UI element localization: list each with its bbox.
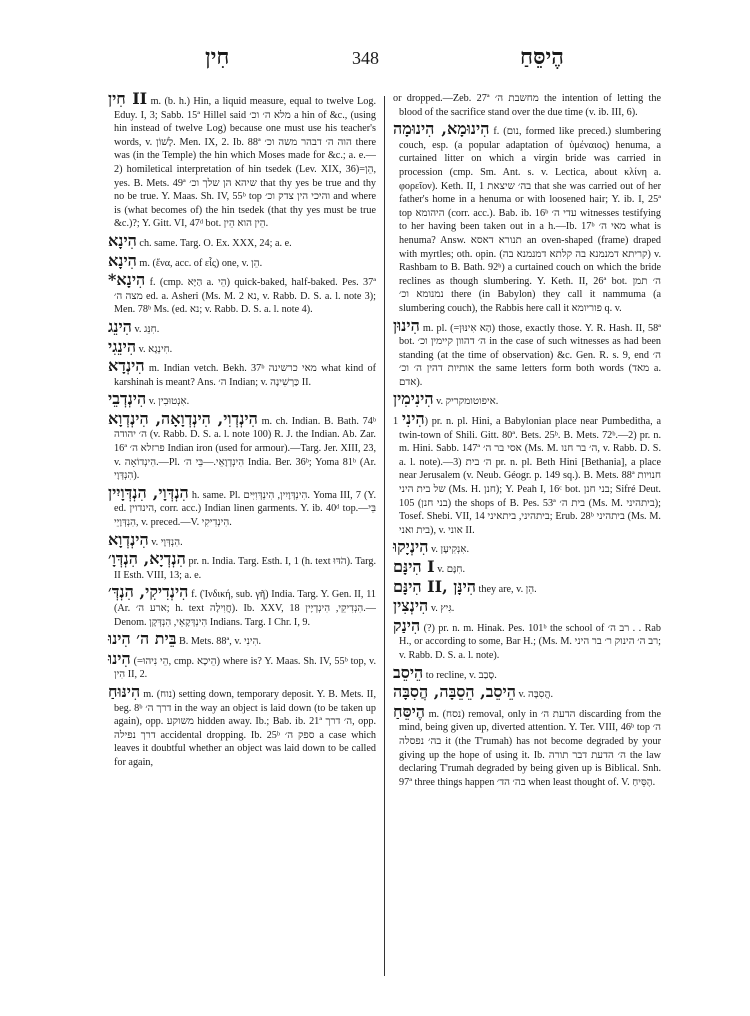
entry-headword: הִנְדְיָא, הִנְדְּוָ׳ — [108, 549, 186, 569]
dictionary-entry — [393, 409, 661, 537]
header-left-guideword: חִין — [205, 44, 230, 69]
entry-definition: f. (Ἰνδική, sub. γῆ) India. Targ. Y. Gen. II, 11 (Ar. ארע ה׳; h. text חֲוִילָה). Ib. XXV, 18 הִנְדִיקֵי, הִינְדְיָין.—Denom. הִינְדְּקָאֵי, הִנְדְּקָן Indians. Targ. I Chr. I, 9. — [114, 589, 377, 628]
entry-definition: they are, v. הֵן. — [478, 583, 537, 595]
dictionary-entry — [108, 582, 377, 629]
dictionary-entry — [393, 389, 661, 409]
dictionary-entry — [393, 315, 661, 390]
entry-headword: הִינָּם II, הִינָּן — [393, 576, 476, 596]
entry-headword: הִינְדָא — [108, 356, 145, 376]
entry-definition: h. same. Pl. הִינְדְּוָיִין, הִינְדְּוִיִּים. Yoma III, 7 (Y. ed. הינדוין, corr. acc.) Indian linen garments. Y. ib. 40ᵈ top.—בֵּי הִנְדְּוָיֵי, v. preced.—V. הִינְדִיקִי. — [114, 489, 377, 529]
entry-headword: חִין II — [108, 89, 148, 108]
dictionary-entry — [393, 596, 661, 616]
entry-headword: הֶיסֵּחַ — [393, 701, 425, 721]
dictionary-entry — [393, 119, 662, 315]
entry-definition: v. חִנָּם. — [437, 564, 465, 575]
entry-headword: הִינּוּחַ — [108, 681, 141, 701]
dictionary-entry — [108, 336, 376, 357]
entry-headword: בֵּית ה׳ הִינוּ — [108, 629, 177, 649]
entry-headword: הִינְדִיקִי, הִנְדְּ׳ — [108, 582, 189, 602]
dictionary-entry — [108, 648, 377, 682]
entry-definition: (=הֵי נִיהוּ, cmp. הֵיכָא) where is? Y. Maas. Sh. IV, 55ᵇ top, v. הִין II, 2. — [114, 655, 377, 681]
entry-definition: m. (b. h.) Hin, a liquid measure, equal to twelve Log. Eduy. I, 3; Sabb. 15ª Hillel said מלא ה׳ וכ׳ a hin of &c., (using hin instead of twelve Log) because one must use his teacher's words, v. לָשׁוֹן. Men. IX, 2. Ib. 88ª הוה ה׳ דבהר משה וכ׳ there was (in the Temple) the hin which Moses made for &c.; a. e.—2) homiletical interpretation of hin tsedek (Lev. XIX, 36)=הֵן, yes. B. Mets. 49ª שיהא הן שלך וכ׳ that thy yes be true and thy no be true. Y. Maas. Sh. IV, 55ᵇ top והיכי הין צדק וכ׳ and where is (what becomes of) the hin tsedek (that thy yes must be true &c.)?; Y. Gitt. VI, 47ᵈ bot. הֵין הוא הֵין. — [114, 96, 377, 230]
entry-definition: m. (נסח) removal, only in הדעת ה׳ discarding from the mind, being given up, diverted attention. Y. Ter. VIII, 46ᵇ top ה׳ בה׳ נפסלה it (the T'rumah) has not become degraded by your giving up the hope of using it. Ib. ה׳ הדעת דבר תורה the law declaring T'rumah degraded by being given up is Biblical. Snh. 97ª three things happen בה׳ הד׳ when least thought of. V. הֶסֵּיחַ. — [399, 708, 662, 788]
entry-headword: הִינְדְוִי, הִינְדְוָאָה, הִינְדְוָא — [108, 408, 258, 428]
dictionary-entry — [108, 629, 376, 649]
dictionary-entry — [108, 482, 377, 530]
entry-definition: v. חִינְגָא. — [138, 343, 173, 355]
dictionary-entry — [393, 615, 662, 663]
entry-headword: הִינְדְבֵי — [108, 389, 147, 409]
dictionary-entry — [108, 529, 376, 550]
entry-headword: הִינְדְוָא — [108, 529, 149, 549]
entry-definition: v. איפוטומקריק. — [436, 396, 499, 408]
entry-definition: v. הֲסִבָּה. — [518, 689, 553, 701]
right-column — [393, 92, 661, 792]
dictionary-entry — [108, 270, 377, 317]
entry-headword: הֵיסֵב — [393, 662, 424, 682]
page-header — [0, 44, 750, 74]
entry-definition: m. Indian vetch. Bekh. 37ᵇ מאי כרשינה what kind of karshinah is meant? Ans. ה׳ Indian; v. כַּרְשִׁינָה II. — [114, 363, 377, 388]
dictionary-entry — [393, 92, 661, 119]
entry-definition: v. הִנְדְּוָי. — [151, 536, 183, 548]
page-number: 348 — [352, 48, 379, 68]
entry-definition: v. אִנְקִיעָן. — [431, 544, 469, 556]
entry-headword: הִינוּמָא, הִינוּמָה — [393, 119, 490, 139]
entry-definition: pr. n. India. Targ. Esth. I, 1 (h. text הֹדּוּ). Targ. II Esth. VIII, 13; a. e. — [114, 556, 376, 581]
entry-headword: הִנְדְּוָי, הִנְדְּוָיִין — [108, 482, 189, 502]
entry-headword: הִינַק — [393, 615, 421, 635]
entry-headword: הִינְצִין — [393, 596, 429, 616]
header-right-guideword: הֶיסֵּחַ — [520, 44, 564, 69]
entry-headword: הִינְיָקוּ — [393, 537, 429, 557]
entry-definition: m. pl. (=הָא אִינּוּן) those, exactly those. Y. R. Hash. II, 58ª bot. ה׳ דהוון קיימין וכ׳ in the case of such witnesses as had been standing (at the time of observation) &c. Gen. R. s. 9, end ה׳ אותיות דהין ה׳ וכ׳ the same letters form both words (מאד a. אדם). — [399, 322, 661, 388]
entry-definition: m. (נוח) setting down, temporary deposit. Y. B. Mets. II, beg. 8ᵇ דרך ה׳ in the way an object is laid down (to be taken up again), opp. משוקע hidden away. Ib.; Bab. ib. 21ª ה׳ דרך, opp. דרך נפילה accidental dropping. Ib. 25ᵇ ספק ה׳ a case which leaves it doubtful whether an object was laid down to be called for again, — [114, 688, 377, 768]
entry-headword: הִינִימִין — [393, 389, 434, 409]
entry-definition: 1) pr. n. pl. Hini, a Babylonian place near Pumbeditha, a twin-town of Shili. Gitt. 80ª. Bets. 25ᵇ. B. Mets. 72ᵇ.—2) pr. n. m. Hini. Sabb. 147ª אסי בר ה׳ (Ms. M. ה׳ בר חנו, v. Rabb. D. S. a. l. note).—3) ה׳ בית pr. n. pl. Beth Hini [Bethania], a place near Jerusalem (v. Neub. Géogr. p. 149 sq.). B. Mets. 88ª חנויות של בית היני (Ms. H. חנן); Y. Peah I, 16ᶜ bot. בני חנן; Sifré Deut. 105 (בני חנן) the shops of B. Pes. 53ª בית ה׳ (Ms. M. ביתהיני); Tosef. Shebi. VII, 14 ביתהיני, ביתאיני; Erub. 28ᵇ ביתהיני (Ms. M. בית ואני), v. אוני II. — [393, 416, 661, 536]
dictionary-entry — [108, 89, 377, 231]
entry-definition: (?) pr. n. m. Hinak. Pes. 101ᵇ the school of רב ה׳ . . Rab H., or according to some, Bar H.; (Ms. M. רב ה׳ הינוק ר׳ בר היני; v. Rabb. D. S. a. l. note). — [399, 622, 662, 661]
dictionary-entry — [393, 537, 661, 557]
entry-definition: m. ch. Indian. B. Bath. 74ᵇ ה׳ יהודה (v. Rabb. D. S. a. l. note 100) R. J. the Indian. Ab. Zar. 16ª פרזלא ה׳ Indian iron (used for armour).—Targ. Jer. XIII, 23, v. הִינְדוֹאָה.—Pl. הִינְדְוָאֵי.—בֵּי ה׳ India. Ber. 36ᵇ; Yoma 81ᵇ (Ar. הִנְדְּוָי). — [114, 415, 376, 482]
dictionary-entry — [108, 408, 376, 483]
dictionary-entry — [108, 549, 376, 582]
entry-definition: to recline, v. סָבַב. — [425, 669, 497, 681]
dictionary-entry — [393, 557, 661, 577]
entry-headword: הֵיסֵב, הֵסֵבָּה, הֲסִבָּה — [393, 682, 516, 702]
entry-headword: הִינֵג — [108, 316, 132, 336]
dictionary-entry — [393, 576, 661, 597]
column-divider — [384, 96, 385, 976]
entry-definition: m. (ἕνα, acc. of εἷς) one, v. הֵן. — [139, 257, 263, 269]
entry-definition: ch. same. Targ. O. Ex. XXX, 24; a. e. — [139, 237, 292, 249]
entry-definition: v. גִּיץ. — [430, 603, 455, 615]
entry-headword: הִינָא — [108, 230, 137, 250]
entry-definition: B. Mets. 88ª, v. הִינִי. — [178, 636, 261, 648]
dictionary-entry — [393, 701, 662, 790]
dictionary-entry — [108, 389, 376, 409]
entry-headword: הִינֵגִי — [108, 336, 137, 356]
entry-headword: הִינִי — [401, 409, 425, 429]
dictionary-entry — [393, 662, 661, 683]
entry-definition: v. חִנֵּג. — [134, 323, 160, 335]
entry-headword: *הִינָא — [108, 270, 146, 290]
dictionary-entry — [108, 681, 377, 770]
entry-definition: f. (נום, formed like preced.) slumbering couch, esp. (a popular adaptation of ὑμέναιος) henuma, a curtained litter on which a virgin bride was carried in procession (cmp. Sm. Ant. s. v. Lectica, about κλίνη a. φορεῖον). Keth. II, 1 בה׳ שיצאת that she was carried out of her father's home in a henuma or with loosened hair; Y. ib. I, 25ª top היהומא (corr. acc.). Bab. ib. 16ᵇ עדי ה׳ witnesses testifying to her having been taken out in a h.—Ib. 17ᵇ מאי ה׳ what is henuma? Answ. תנורא דאסא an oven-shaped (frame) draped with myrtles; oth. opin. (קריתא דמנמנא בה קלתא דמנמנא בה) v. Rashbam to B. Bath. 92ᵇ) a curtained couch on which the bride reclines as though slumbering. Y. Keth. II, 26ª bot. ה׳ תמן נמנומא וכ׳ there (in Babylon) they call it nammuma (a slumbering couch), the Rabbis here call it פוריומא q. v. — [399, 126, 662, 314]
entry-definition: or dropped.—Zeb. 27ª מחשבת ה׳ the intention of letting the blood of the sacrifice stand over the due time (v. ib. III, 6). — [393, 93, 661, 118]
left-column — [108, 89, 377, 773]
entry-headword: הִינָא — [108, 250, 137, 270]
dictionary-entry — [108, 250, 376, 271]
entry-headword: הִינוּ — [108, 648, 131, 668]
dictionary-entry — [108, 230, 376, 251]
dictionary-entry — [393, 682, 661, 702]
dictionary-entry — [108, 316, 376, 337]
entry-definition: v. אִנְטוּבִין. — [148, 396, 190, 408]
entry-headword: הִינוּן — [393, 315, 420, 335]
entry-definition: f. (cmp. הַיָּא a. הֵי) quick-baked, half-baked. Pes. 37ª מצה ה׳ ed. a. Asheri (Ms. M. 2 נא, v. Rabb. D. S. a. l. note 3); Men. 78ᵇ Ms. (ed. נא; v. Rabb. D. S. a. l. note 4). — [114, 277, 377, 316]
entry-headword: הִינָּם I — [393, 557, 435, 576]
dictionary-entry — [108, 356, 377, 389]
